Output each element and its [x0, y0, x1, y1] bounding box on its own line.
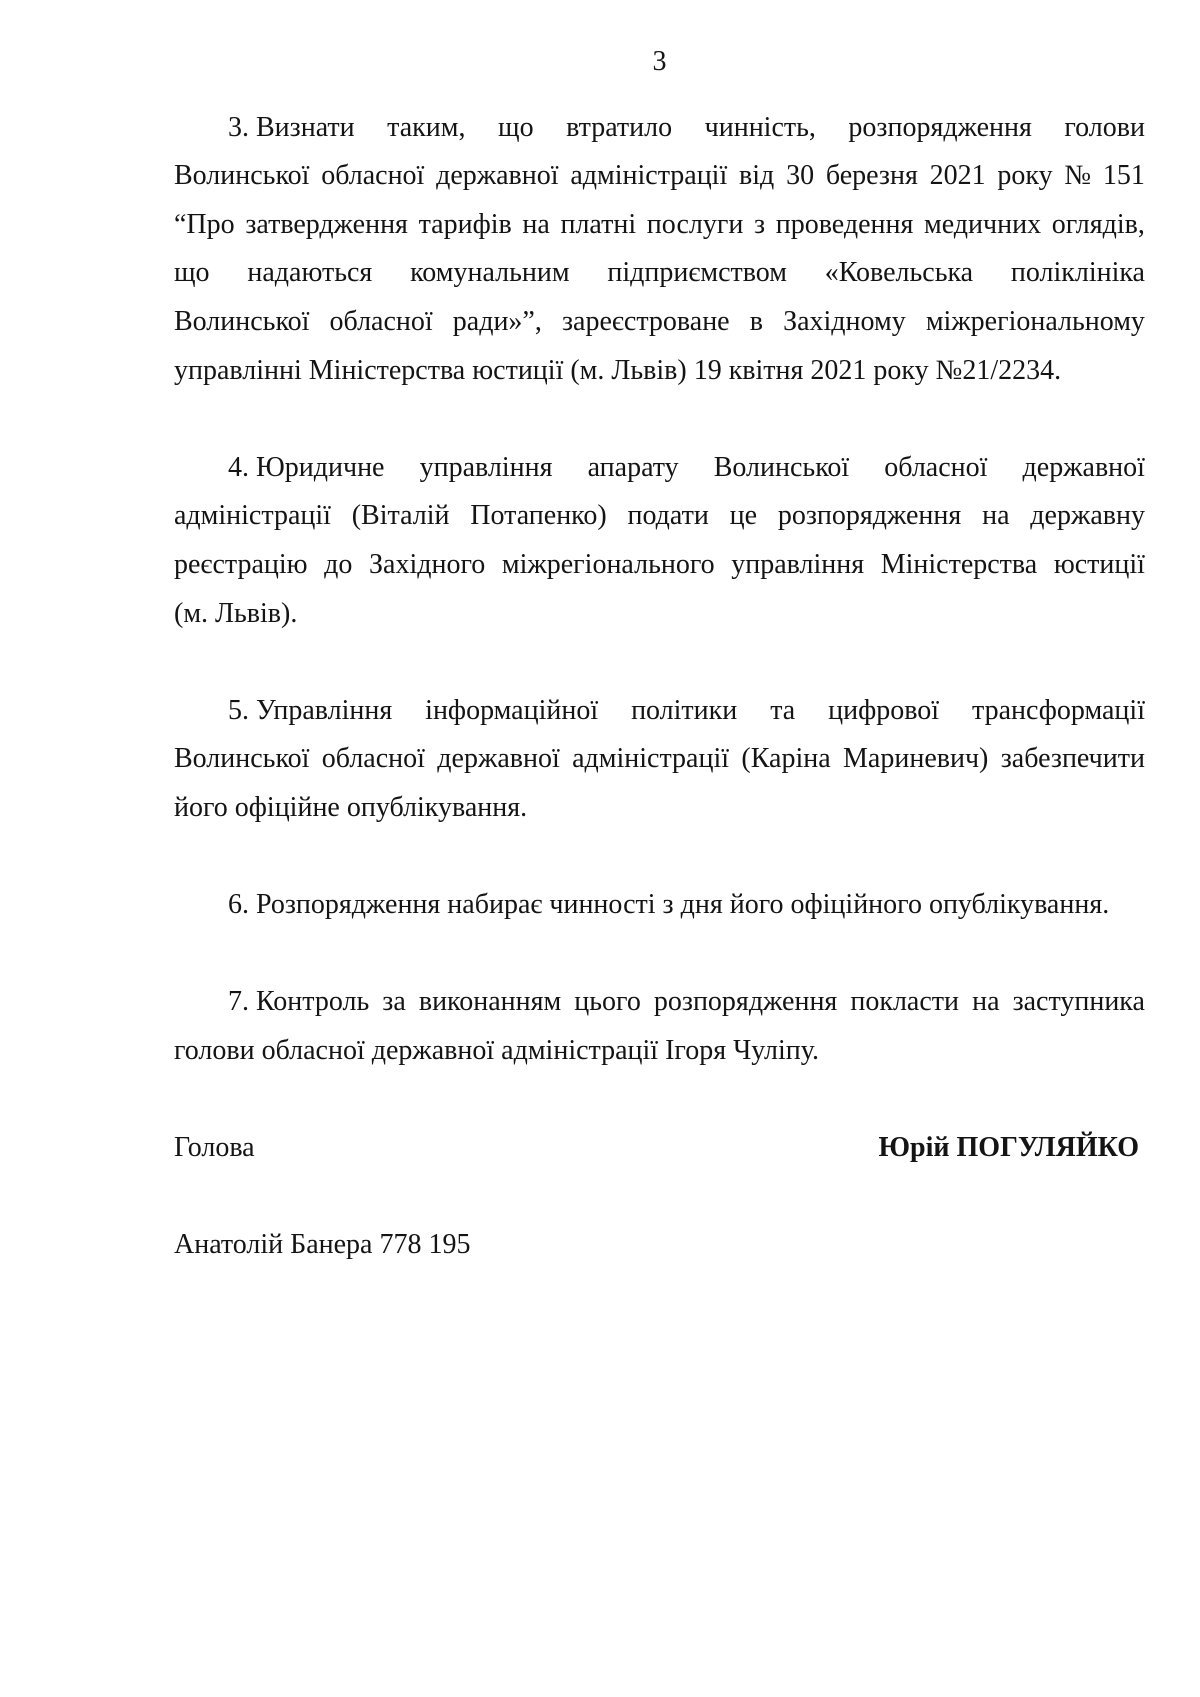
- word: цього: [574, 986, 641, 1018]
- word: адміністрації: [174, 500, 331, 532]
- word: 5. Управління: [228, 694, 393, 726]
- word: надаються: [247, 257, 373, 289]
- word: міжрегіонального: [501, 548, 715, 580]
- word: Волинської: [713, 451, 850, 483]
- word: (Каріна: [741, 743, 831, 775]
- word: державної: [437, 743, 560, 775]
- word: подати: [627, 500, 709, 532]
- word: “Про: [174, 208, 235, 240]
- word: обласної: [321, 160, 425, 192]
- word: що: [498, 111, 534, 143]
- word: обласної: [321, 743, 425, 775]
- paragraph-item-5: [174, 687, 1145, 833]
- word: покласти: [850, 986, 960, 1018]
- word: державної: [1022, 451, 1145, 483]
- word: затвердження: [245, 208, 408, 240]
- text-line: [174, 492, 1145, 541]
- word: послуги: [646, 208, 744, 240]
- word: міжрегіональному: [925, 305, 1145, 337]
- word: адміністрації: [572, 743, 730, 775]
- word: в: [749, 305, 763, 337]
- word: березня: [825, 160, 918, 192]
- text-line: [174, 249, 1145, 298]
- text-line: [174, 298, 1145, 347]
- text-line: [174, 978, 1145, 1027]
- word: 30: [786, 160, 815, 192]
- word: це: [729, 500, 758, 532]
- text-line: голови обласної державної адміністрації Ігоря Чуліпу.: [174, 1034, 819, 1066]
- word: чинність,: [704, 111, 816, 143]
- word: «Ковельська: [824, 257, 974, 289]
- word: реєстрацію: [174, 548, 308, 580]
- word: голови: [1064, 111, 1145, 143]
- paragraph-item-6: [174, 881, 1145, 930]
- word: обласної: [884, 451, 988, 483]
- word: управління: [731, 548, 865, 580]
- word: Волинської: [174, 743, 310, 775]
- word: 151: [1102, 160, 1145, 192]
- paragraph-item-7: [174, 978, 1145, 1075]
- footer-contact-note: Анатолій Банера 778 195: [174, 1229, 471, 1261]
- word: політики: [631, 694, 738, 726]
- document-body: [174, 104, 1145, 1076]
- word: Мариневич): [843, 743, 989, 775]
- word: таким,: [387, 111, 466, 143]
- page-number: 3: [652, 46, 667, 77]
- signature-row: [174, 1124, 1145, 1173]
- word: Західного: [369, 548, 486, 580]
- word: (Віталій: [351, 500, 450, 532]
- word: на: [982, 500, 1010, 532]
- text-line: [174, 541, 1145, 590]
- word: Міністерства: [880, 548, 1038, 580]
- text-line: [174, 152, 1145, 201]
- signature-title: Голова: [174, 1132, 255, 1164]
- word: розпорядження: [777, 500, 962, 532]
- word: Волинської: [174, 305, 310, 337]
- word: року: [997, 160, 1053, 192]
- paragraph-item-3: [174, 104, 1145, 396]
- word: 7. Контроль: [228, 986, 370, 1018]
- word: інформаційної: [425, 694, 599, 726]
- signature-name: Юрій ПОГУЛЯЙКО: [878, 1132, 1139, 1164]
- text-line: [174, 687, 1145, 736]
- text-line: [174, 444, 1145, 493]
- word: що: [174, 257, 210, 289]
- word: цифрової: [828, 694, 940, 726]
- word: 4. Юридичне: [228, 451, 385, 483]
- word: зареєстроване: [561, 305, 730, 337]
- word: ради»”,: [452, 305, 542, 337]
- word: виконанням: [418, 986, 562, 1018]
- word: адміністрації: [570, 160, 728, 192]
- word: юстиції: [1053, 548, 1145, 580]
- word: Волинської: [174, 160, 310, 192]
- word: 2021: [929, 160, 986, 192]
- word: державної: [436, 160, 559, 192]
- word: за: [382, 986, 406, 1018]
- text-line: [174, 104, 1145, 153]
- word: тарифів: [418, 208, 512, 240]
- paragraph-item-4: [174, 444, 1145, 638]
- word: обласної: [329, 305, 433, 337]
- word: розпорядження: [848, 111, 1032, 143]
- text-line: його офіційне опублікування.: [174, 791, 528, 823]
- word: державну: [1030, 500, 1145, 532]
- word: з: [754, 208, 766, 240]
- word: проведення: [775, 208, 914, 240]
- word: та: [770, 694, 796, 726]
- word: трансформації: [972, 694, 1145, 726]
- word: заступника: [1012, 986, 1145, 1018]
- word: медичних: [924, 208, 1042, 240]
- text-line: (м. Львів).: [174, 597, 298, 629]
- word: на: [522, 208, 550, 240]
- word: Західному: [783, 305, 906, 337]
- word: Потапенко): [470, 500, 607, 532]
- word: поліклініка: [1010, 257, 1145, 289]
- word: №: [1064, 160, 1092, 192]
- word: комунальним: [410, 257, 570, 289]
- word: забезпечити: [1000, 743, 1145, 775]
- text-line: [174, 201, 1145, 250]
- word: до: [324, 548, 353, 580]
- text-line: 6. Розпорядження набирає чинності з дня його офіційного опублікування.: [228, 889, 1110, 921]
- word: платні: [560, 208, 637, 240]
- word: на: [972, 986, 1000, 1018]
- text-line: управлінні Міністерства юстиції (м. Львів) 19 квітня 2021 року №21/2234.: [174, 354, 1062, 386]
- word: втратило: [566, 111, 673, 143]
- text-line: [174, 735, 1145, 784]
- word: апарату: [587, 451, 679, 483]
- word: розпорядження: [653, 986, 838, 1018]
- word: підприємством: [607, 257, 787, 289]
- word: управління: [419, 451, 553, 483]
- word: оглядів,: [1051, 208, 1145, 240]
- word: від: [739, 160, 775, 192]
- word: 3. Визнати: [228, 111, 355, 143]
